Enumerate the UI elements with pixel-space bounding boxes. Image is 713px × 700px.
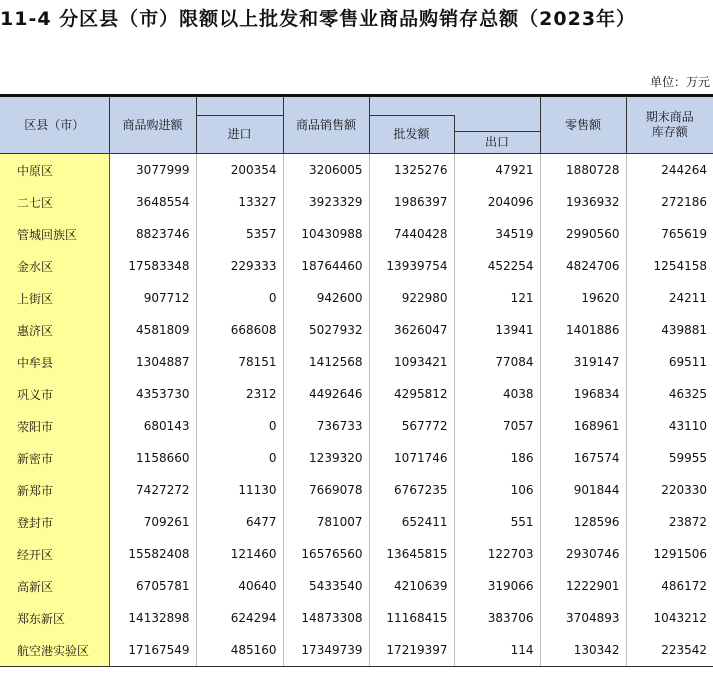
- table-row: [0, 186, 713, 218]
- cell-stock: 244264: [626, 154, 713, 187]
- region-name: 登封市: [0, 506, 109, 538]
- cell-imports: 6477: [196, 506, 283, 538]
- cell-sales: 781007: [283, 506, 369, 538]
- cell-imports: 5357: [196, 218, 283, 250]
- cell-wholesale: 1093421: [369, 346, 454, 378]
- cell-wholesale: 4295812: [369, 378, 454, 410]
- cell-purchases: 709261: [109, 506, 196, 538]
- cell-retail: 2930746: [540, 538, 626, 570]
- cell-sales: 16576560: [283, 538, 369, 570]
- header-region: 区县（市）: [0, 96, 109, 154]
- region-name: 新密市: [0, 442, 109, 474]
- header-stock-line1: 期末商品: [645, 110, 694, 124]
- cell-imports: 11130: [196, 474, 283, 506]
- table-row: [0, 346, 713, 378]
- cell-imports: 485160: [196, 634, 283, 667]
- region-name: 中牟县: [0, 346, 109, 378]
- cell-exports: 383706: [454, 602, 540, 634]
- region-name: 经开区: [0, 538, 109, 570]
- cell-retail: 128596: [540, 506, 626, 538]
- table-row: [0, 378, 713, 410]
- region-name: 管城回族区: [0, 218, 109, 250]
- cell-stock: 765619: [626, 218, 713, 250]
- cell-retail: 319147: [540, 346, 626, 378]
- region-name: 惠济区: [0, 314, 109, 346]
- cell-retail: 4824706: [540, 250, 626, 282]
- header-spacer: [454, 116, 540, 132]
- cell-imports: 0: [196, 410, 283, 442]
- page-title: 11-4 分区县（市）限额以上批发和零售业商品购销存总额（2023年）: [0, 8, 637, 30]
- region-name: 航空港实验区: [0, 634, 109, 667]
- cell-purchases: 17167549: [109, 634, 196, 667]
- sales-table: [0, 94, 713, 667]
- cell-retail: 1936932: [540, 186, 626, 218]
- region-name: 金水区: [0, 250, 109, 282]
- cell-stock: 24211: [626, 282, 713, 314]
- cell-imports: 13327: [196, 186, 283, 218]
- table-row: [0, 602, 713, 634]
- cell-exports: 7057: [454, 410, 540, 442]
- cell-retail: 168961: [540, 410, 626, 442]
- cell-exports: 452254: [454, 250, 540, 282]
- cell-stock: 1043212: [626, 602, 713, 634]
- cell-exports: 551: [454, 506, 540, 538]
- cell-stock: 43110: [626, 410, 713, 442]
- cell-imports: 200354: [196, 154, 283, 187]
- cell-sales: 14873308: [283, 602, 369, 634]
- table-row: [0, 538, 713, 570]
- cell-imports: 229333: [196, 250, 283, 282]
- cell-wholesale: 1071746: [369, 442, 454, 474]
- header-exports: 出口: [454, 132, 540, 154]
- cell-wholesale: 7440428: [369, 218, 454, 250]
- cell-sales: 18764460: [283, 250, 369, 282]
- table-row: [0, 570, 713, 602]
- cell-wholesale: 13645815: [369, 538, 454, 570]
- cell-retail: 2990560: [540, 218, 626, 250]
- table-row: [0, 250, 713, 282]
- cell-purchases: 14132898: [109, 602, 196, 634]
- cell-retail: 1222901: [540, 570, 626, 602]
- region-name: 郑东新区: [0, 602, 109, 634]
- cell-sales: 10430988: [283, 218, 369, 250]
- cell-retail: 901844: [540, 474, 626, 506]
- cell-sales: 736733: [283, 410, 369, 442]
- table-row: [0, 218, 713, 250]
- cell-purchases: 8823746: [109, 218, 196, 250]
- header-spacer: [196, 96, 283, 116]
- table-row: [0, 474, 713, 506]
- cell-wholesale: 652411: [369, 506, 454, 538]
- header-stock: [626, 96, 713, 154]
- table-row: [0, 506, 713, 538]
- cell-imports: 121460: [196, 538, 283, 570]
- cell-retail: 19620: [540, 282, 626, 314]
- cell-stock: 1254158: [626, 250, 713, 282]
- cell-wholesale: 922980: [369, 282, 454, 314]
- table-row: [0, 442, 713, 474]
- header-sales: 商品销售额: [283, 96, 369, 154]
- cell-purchases: 1158660: [109, 442, 196, 474]
- cell-exports: 204096: [454, 186, 540, 218]
- table-row: [0, 154, 713, 187]
- cell-retail: 130342: [540, 634, 626, 667]
- cell-stock: 1291506: [626, 538, 713, 570]
- region-name: 荥阳市: [0, 410, 109, 442]
- cell-exports: 4038: [454, 378, 540, 410]
- cell-exports: 34519: [454, 218, 540, 250]
- unit-label: 单位：万元: [649, 75, 710, 89]
- cell-exports: 47921: [454, 154, 540, 187]
- cell-imports: 78151: [196, 346, 283, 378]
- cell-retail: 3704893: [540, 602, 626, 634]
- cell-exports: 121: [454, 282, 540, 314]
- cell-wholesale: 13939754: [369, 250, 454, 282]
- cell-retail: 167574: [540, 442, 626, 474]
- cell-exports: 319066: [454, 570, 540, 602]
- header-imports: 进口: [196, 116, 283, 154]
- cell-sales: 7669078: [283, 474, 369, 506]
- cell-purchases: 1304887: [109, 346, 196, 378]
- cell-wholesale: 11168415: [369, 602, 454, 634]
- region-name: 巩义市: [0, 378, 109, 410]
- cell-retail: 1401886: [540, 314, 626, 346]
- cell-sales: 5027932: [283, 314, 369, 346]
- cell-sales: 17349739: [283, 634, 369, 667]
- cell-exports: 114: [454, 634, 540, 667]
- cell-wholesale: 4210639: [369, 570, 454, 602]
- region-name: 二七区: [0, 186, 109, 218]
- cell-purchases: 3648554: [109, 186, 196, 218]
- cell-sales: 3923329: [283, 186, 369, 218]
- cell-sales: 4492646: [283, 378, 369, 410]
- table-body: [0, 154, 713, 667]
- cell-wholesale: 3626047: [369, 314, 454, 346]
- cell-purchases: 4353730: [109, 378, 196, 410]
- cell-imports: 2312: [196, 378, 283, 410]
- cell-purchases: 17583348: [109, 250, 196, 282]
- cell-imports: 668608: [196, 314, 283, 346]
- cell-purchases: 907712: [109, 282, 196, 314]
- region-name: 中原区: [0, 154, 109, 187]
- cell-exports: 186: [454, 442, 540, 474]
- cell-exports: 106: [454, 474, 540, 506]
- cell-sales: 942600: [283, 282, 369, 314]
- cell-stock: 486172: [626, 570, 713, 602]
- header-retail: 零售额: [540, 96, 626, 154]
- header-stock-line2: 库存额: [651, 125, 688, 139]
- region-name: 上街区: [0, 282, 109, 314]
- cell-retail: 196834: [540, 378, 626, 410]
- cell-sales: 1412568: [283, 346, 369, 378]
- cell-purchases: 3077999: [109, 154, 196, 187]
- cell-purchases: 680143: [109, 410, 196, 442]
- region-name: 高新区: [0, 570, 109, 602]
- cell-wholesale: 6767235: [369, 474, 454, 506]
- table-row: [0, 634, 713, 667]
- cell-imports: 0: [196, 442, 283, 474]
- cell-purchases: 7427272: [109, 474, 196, 506]
- cell-imports: 624294: [196, 602, 283, 634]
- cell-stock: 439881: [626, 314, 713, 346]
- cell-imports: 40640: [196, 570, 283, 602]
- table-row: [0, 410, 713, 442]
- cell-exports: 122703: [454, 538, 540, 570]
- region-name: 新郑市: [0, 474, 109, 506]
- cell-sales: 5433540: [283, 570, 369, 602]
- cell-stock: 59955: [626, 442, 713, 474]
- cell-purchases: 15582408: [109, 538, 196, 570]
- cell-stock: 69511: [626, 346, 713, 378]
- cell-purchases: 6705781: [109, 570, 196, 602]
- cell-retail: 1880728: [540, 154, 626, 187]
- cell-wholesale: 1325276: [369, 154, 454, 187]
- cell-sales: 1239320: [283, 442, 369, 474]
- cell-stock: 23872: [626, 506, 713, 538]
- cell-purchases: 4581809: [109, 314, 196, 346]
- table-row: [0, 314, 713, 346]
- cell-exports: 77084: [454, 346, 540, 378]
- cell-stock: 272186: [626, 186, 713, 218]
- cell-wholesale: 17219397: [369, 634, 454, 667]
- cell-imports: 0: [196, 282, 283, 314]
- cell-wholesale: 1986397: [369, 186, 454, 218]
- table-row: [0, 282, 713, 314]
- cell-stock: 223542: [626, 634, 713, 667]
- cell-stock: 46325: [626, 378, 713, 410]
- cell-exports: 13941: [454, 314, 540, 346]
- cell-sales: 3206005: [283, 154, 369, 187]
- header-purchases: 商品购进额: [109, 96, 196, 154]
- header-spacer: [369, 96, 540, 116]
- cell-wholesale: 567772: [369, 410, 454, 442]
- header-wholesale: 批发额: [369, 116, 454, 154]
- cell-stock: 220330: [626, 474, 713, 506]
